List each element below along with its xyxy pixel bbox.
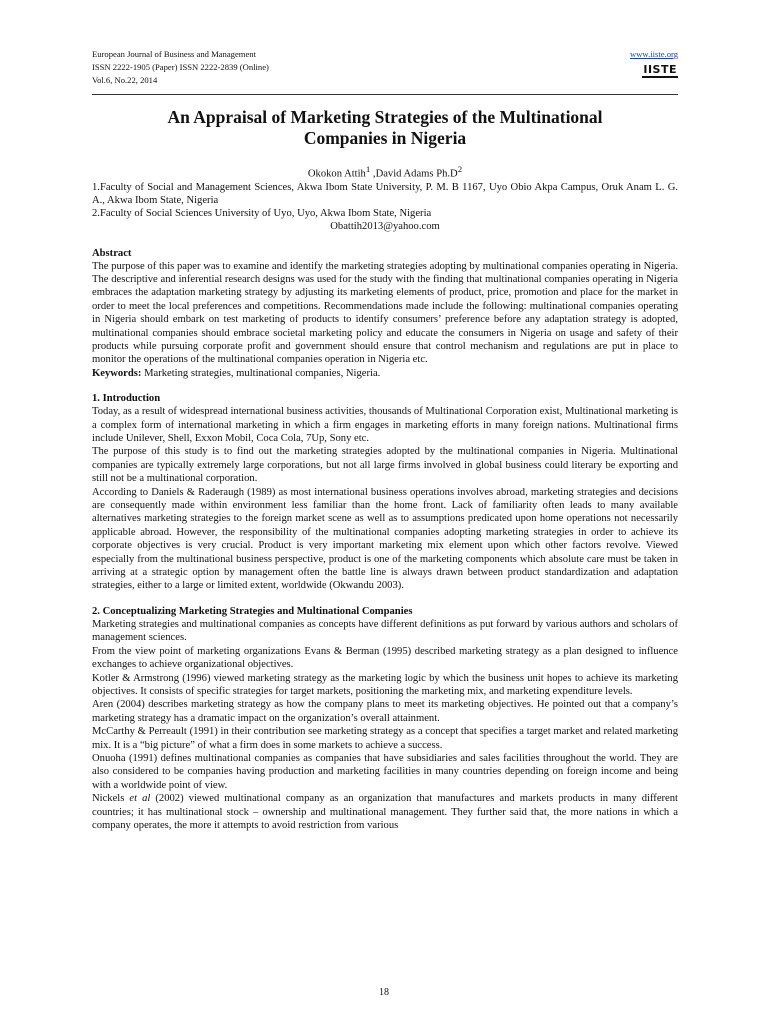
paper-title — [92, 107, 678, 149]
author-line — [92, 163, 678, 181]
header-rule — [92, 94, 678, 95]
author-separator: , — [370, 168, 376, 180]
keywords-line — [92, 367, 678, 380]
author-1: Okokon Attih — [307, 168, 366, 180]
journal-url-link[interactable]: www.iiste.org — [630, 49, 678, 59]
header-right — [630, 48, 678, 78]
iiste-logo: IISTE — [643, 63, 677, 76]
paper-page — [92, 48, 678, 832]
author-1-sup: 1 — [365, 164, 371, 174]
title-line-2: Companies in Nigeria — [303, 128, 467, 148]
journal-name: European Journal of Business and Management — [92, 49, 256, 59]
abstract-heading: Abstract — [92, 247, 132, 259]
section-2-heading: 2. Conceptualizing Marketing Strategies and Multinational Companies — [92, 605, 413, 617]
section-2-paragraph — [92, 792, 678, 832]
author-2-sup: 2 — [457, 164, 463, 174]
page-number: 18 — [379, 987, 389, 998]
section-1-paragraph: The purpose of this study is to find out the marketing strategies adopted by the multinational companies in Nigeria. Multinational companies are typically extremely large corporations, but not all large firms involved in global business could literary be exporting and still not be a multinational corporation. — [92, 446, 678, 485]
section-2-paragraph: Aren (2004) describes marketing strategy as how the company plans to meet its marketing objectives. He pointed out that a company’s marketing strategy has a dramatic impact on the organization’s overall attainment. — [92, 699, 678, 724]
header-left — [92, 48, 269, 87]
journal-header — [92, 48, 678, 94]
section-2-paragraph: Marketing strategies and multinational companies as concepts have different definitions as put forward by various authors and scholars of management sciences. — [92, 618, 678, 644]
author-email: Obattih2013@yahoo.com — [330, 220, 440, 232]
section-2-paragraph: Kotler & Armstrong (1996) viewed marketing strategy as the marketing logic by which the business unit hopes to achieve its marketing objectives. It consists of specific strategies for target markets, positioning the marketing mix, and marketing expenditure levels. — [92, 672, 678, 697]
author-2: David Adams Ph.D — [375, 168, 458, 180]
section-1-paragraph: Today, as a result of widespread international business activities, thousands of Multinational Corporation exist, Multinational marketing is a complex form of international marketing in which a firm engages in marketing efforts in many foreign nations. Multinational firms include Unilever, Shell, Exxon Mobil, Coca Cola, 7Up, Sony etc. — [92, 406, 678, 444]
citation-text: (2002) viewed multinational company as an organization that manufactures and markets products in many different countries; it has multinational stock – ownership and multinational management. They further said that, the more nations in which a company operates, the more it attempts to avoid restriction from various — [92, 793, 678, 831]
section-2-paragraph: McCarthy & Perreault (1991) in their contribution see marketing strategy as a concept that specifies a target market and related marketing mix. It is a “big picture” of what a firm does in some markets to achieve a success. — [92, 726, 678, 751]
section-2-paragraph: From the view point of marketing organizations Evans & Berman (1995) described marketing strategy as a plan designed to influence exchanges to achieve organizational objectives. — [92, 645, 678, 671]
citation-et-al: et al — [129, 793, 151, 805]
abstract-text: The purpose of this paper was to examine and identify the marketing strategies adopting by multinational companies operating in Nigeria. The descriptive and inferential research designs was used for the study with the finding that multinational companies operating in Nigeria embraces the adaptation marketing strategy by adjusting its marketing elements of product, price, promotion and place for the market in order to meet the local preferences and competitions. Recommendations made include the following: multinational companies operating in Nigeria should embark on test marketing of products to identify consumers’ preference before any adaptation strategy is adopted, multinational companies should embrace societal marketing policy and educate the consumers in Nigeria on usage and safety of their products while pursuing corporate profit and government should ensure that control mechanism and regulations are put in place to monitor the operations of the multinational companies operation in Nigeria etc. — [92, 260, 678, 366]
affiliation-1: 1.Faculty of Social and Management Sciences, Akwa Ibom State University, P. M. B 1167, Uyo Obio Akpa Campus, Oruk Anam L. G. A., Akwa Ibom State, Nigeria — [92, 181, 678, 206]
keywords-label: Keywords: — [92, 367, 142, 379]
journal-issn: ISSN 2222-1905 (Paper) ISSN 2222-2839 (Online) — [92, 62, 269, 72]
section-1-paragraph: According to Daniels & Raderaugh (1989) as most international business operations involves abroad, marketing strategies and decisions are consequently made within environment less familiar than the home front. Lack of familiarity often leads to many available alternatives marketing strategies to the foreign market scene as well as to assumptions predicated upon home operations not necessarily applicable abroad. However, the responsibility of the multinational companies adopting marketing strategies in order to achieve its corporate objectives is very crucial. Product is very important marketing mix element upon which other factors revolve. Viewed especially from the multinational business perspective, product is one of the marketing components which absolute care must be taken in arriving at a strategic option by management often the battle line is always drawn between product standardization and adaptation strategies, either to a large or limited extent, worldwide (Okwandu 2003). — [92, 486, 678, 592]
keywords-text: Marketing strategies, multinational companies, Nigeria. — [141, 367, 381, 379]
affiliation-2: 2.Faculty of Social Sciences University of Uyo, Uyo, Akwa Ibom State, Nigeria — [92, 207, 432, 219]
section-2-paragraph: Onuoha (1991) defines multinational companies as companies that have subsidiaries and sales facilities throughout the world. They are also considered to be companies having production and marketing facilities in many countries depending on foreign income and being with a worldwide point of view. — [92, 752, 678, 791]
section-1-heading: 1. Introduction — [92, 393, 161, 405]
title-line-1: An Appraisal of Marketing Strategies of the Multinational — [167, 107, 603, 127]
citation-author: Nickels — [92, 793, 130, 805]
journal-volume: Vol.6, No.22, 2014 — [92, 75, 158, 85]
